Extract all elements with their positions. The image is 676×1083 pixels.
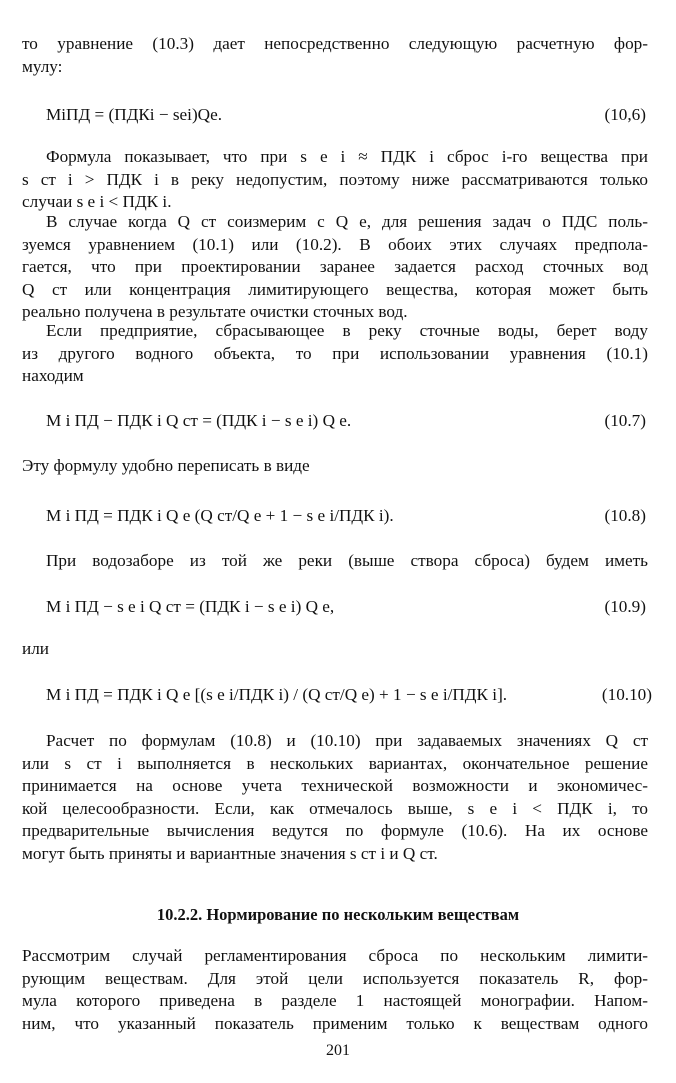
text-line: Если предприятие, сбрасывающее в реку сточные воды, берет воду [46,321,648,340]
formula-number: (10.7) [604,411,646,430]
text-line: случаи s e i < ПДК i. [22,192,172,211]
formula-expression: MіПД = (ПДКі − sеі)Qе. [46,105,223,124]
formula-expression: M i ПД = ПДК i Q е (Q ст/Q е + 1 − s e i/ПДК i). [46,506,394,525]
formula-expression: M i ПД = ПДК i Q е [(s e i/ПДК i) / (Q ст/Q е) + 1 − s e i/ПДК i]. [46,685,508,704]
text-line: Q ст или концентрация лимитирующего вещества, которая может быть [22,279,648,299]
text-line: При водозаборе из той же реки (выше створа сброса) будем иметь [46,551,648,570]
text-line: зуемся уравнением (10.1) или (10.2). В обоих этих случаях предпола- [22,234,648,254]
text-line: могут быть приняты и вариантные значения s ст i и Q ст. [22,843,438,863]
formula-10-9 [46,594,646,620]
text-line: В случае когда Q ст соизмерим с Q е, для решения задач о ПДС поль- [46,212,648,231]
text-line: ним, что указанный показатель применим только к веществам одного [22,1013,648,1033]
paragraph-intake [22,550,648,573]
paragraph-intro [22,33,648,78]
formula-number: (10.10) [601,685,652,704]
paragraph-enterprise [22,320,648,388]
text-line: или s ст i выполняется в нескольких вариантах, окончательное решение [22,753,648,773]
text-line: мула которого приведена в разделе 1 настоящей монографии. Напом- [22,991,648,1010]
paragraph-formula-shows [22,146,648,214]
formula-number: (10.8) [604,506,646,525]
formula-number: (10.9) [604,597,646,616]
text-line: из другого водного объекта, то при использовании уравнения (10.1) [22,343,648,363]
text-line: или [22,639,49,658]
formula-10-6 [46,102,646,128]
formula-10-7 [46,408,646,434]
text-line: кой целесообразности. Если, как отмечалось выше, s e i < ПДК i, то [22,798,648,818]
text-line: принимается на основе учета технической возможности и экономичес- [22,776,648,795]
paragraph-case [22,211,648,324]
formula-10-10 [46,682,652,708]
section-heading: 10.2.2. Нормирование по нескольким веществам [156,905,520,924]
text-line: предварительные вычисления ведутся по формуле (10.6). На их основе [22,821,648,840]
formula-10-8 [46,503,646,529]
text-line: Эту формулу удобно переписать в виде [22,456,310,475]
page-number: 201 [326,1042,350,1059]
paragraph-calc [22,730,648,865]
formula-number: (10,6) [604,105,646,124]
paragraph-consider [22,945,648,1035]
text-line: то уравнение (10.3) дает непосредственно следующую расчетную фор- [22,34,648,53]
text-line: Формула показывает, что при s e i ≈ ПДК i сброс i-го вещества при [46,147,648,166]
formula-expression: M i ПД − s e i Q ст = (ПДК i − s e i) Q е, [46,597,335,616]
text-line: Расчет по формулам (10.8) и (10.10) при задаваемых значениях Q ст [46,731,648,750]
paragraph-rewrite [22,455,648,478]
text-line: Рассмотрим случай регламентирования сброса по нескольким лимити- [22,946,648,965]
formula-expression: M i ПД − ПДК i Q ст = (ПДК i − s e i) Q е. [46,411,352,430]
text-line: рующим веществам. Для этой цели используется показатель R, фор- [22,968,648,988]
text-line: находим [22,366,84,385]
text-line: гается, что при проектировании заранее задается расход сточных вод [22,257,648,276]
text-line: мулу: [22,56,63,76]
text-line: s ст i > ПДК i в реку недопустим, поэтому ниже рассматриваются только [22,169,648,189]
text-line: реально получена в результате очистки сточных вод. [22,302,408,321]
paragraph-or [22,638,648,661]
